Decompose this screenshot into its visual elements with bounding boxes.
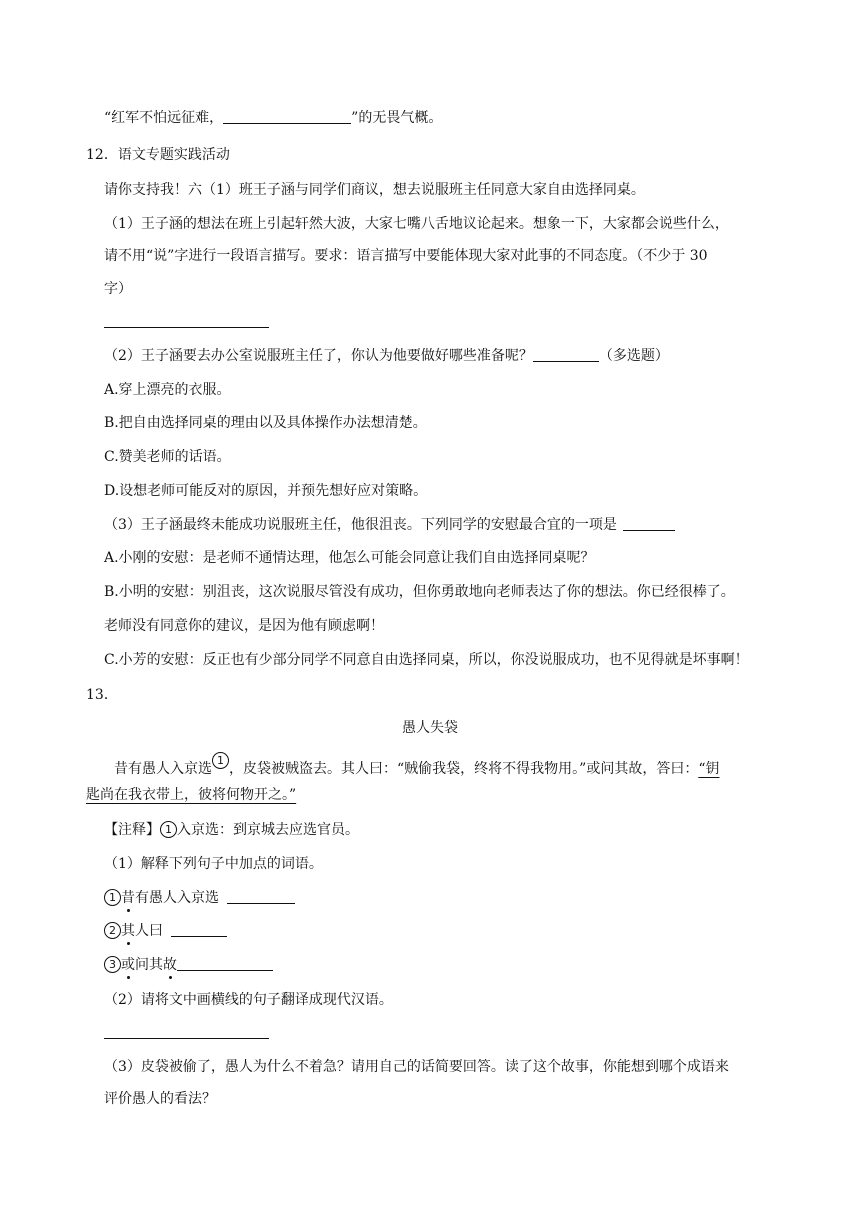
q12-number: 12． xyxy=(86,147,118,163)
q12-title: 语文专题实践活动 xyxy=(117,147,230,163)
q12-p3-option-b-line2: 老师没有同意你的建议，是因为他有顾虑啊！ xyxy=(104,618,384,634)
q12-p3-option-c: C.小芳的安慰：反正也有少部分同学不同意自由选择同桌，所以，你没说服成功，也不见得就是坏事啊！ xyxy=(104,652,749,668)
q11-answer-blank[interactable] xyxy=(223,109,351,124)
q12-p2-option-d: D.设想老师可能反对的原因，并预先想好应对策略。 xyxy=(104,483,428,499)
q12-p2-question xyxy=(104,346,669,366)
q12-p3-option-a: A.小刚的安慰：是老师不通情达理，他怎么可能会同意让我们自由选择同桌呢？ xyxy=(104,550,595,566)
q13-passage-part-b: ，皮袋被贼盗去。其人曰：“贼偷我袋，终将不得我物用。”或问其故，答曰： xyxy=(229,761,699,777)
q13-passage-line1 xyxy=(114,752,719,779)
item-text: 问其 xyxy=(135,957,163,973)
q13-p2-answer-line[interactable] xyxy=(104,1038,269,1039)
q12-heading xyxy=(86,145,230,165)
q12-p3-text: （3）王子涵最终未能成功说服班主任，他很沮丧。下列同学的安慰最合宜的一项是 xyxy=(104,517,617,533)
footnote-marker-1 xyxy=(212,754,229,768)
q13-p3-line1: （3）皮袋被偷了，愚人为什么不着急？请用自己的话简要回答。读了这个故事，你能想到哪个成语来 xyxy=(104,1059,729,1075)
q13-number: 13． xyxy=(86,687,118,703)
q13-p1-item-1 xyxy=(104,888,295,908)
q13-passage-part-a: 昔有愚人入京选 xyxy=(114,761,212,777)
dotted-word: 其 xyxy=(121,923,135,939)
footnote-circle: 1 xyxy=(212,752,229,769)
q13-p3-line2: 评价愚人的看法？ xyxy=(104,1091,216,1107)
dotted-word: 昔 xyxy=(121,890,135,906)
q12-p2-option-c: C.赞美老师的话语。 xyxy=(104,449,231,465)
q12-p3-answer-blank[interactable] xyxy=(623,516,675,531)
note-circle-1: 1 xyxy=(160,821,177,838)
q12-p2-answer-blank[interactable] xyxy=(533,347,599,362)
q11-text-after: ”的无畏气概。 xyxy=(351,110,443,126)
q13-underlined-sentence-start: “钥 xyxy=(698,761,720,777)
note-label: 【注释】 xyxy=(104,822,160,838)
q12-p2-text: （2）王子涵要去办公室说服班主任了，你认为他要做好哪些准备呢？ xyxy=(104,348,533,364)
q12-p3-option-b-line1: B.小明的安慰：别沮丧，这次说服尽管没有成功，但你勇敢地向老师表达了你的想法。你已经很棒了。 xyxy=(104,584,735,600)
q12-p1-answer-line[interactable] xyxy=(104,327,269,328)
item-circle-3: 3 xyxy=(104,956,121,973)
q12-p1-line1: （1）王子涵的想法在班上引起轩然大波，大家七嘴八舌地议论起来。想象一下，大家都会说些什么， xyxy=(104,216,729,232)
q13-note xyxy=(104,820,359,840)
item-3-answer-blank[interactable] xyxy=(177,956,273,971)
item-circle-1: 1 xyxy=(104,889,121,906)
item-text: 有愚人入京选 xyxy=(135,890,219,906)
q13-p2-question: （2）请将文中画横线的句子翻译成现代汉语。 xyxy=(104,992,393,1008)
item-2-answer-blank[interactable] xyxy=(171,922,227,937)
q12-intro: 请你支持我！六（1）班王子涵与同学们商议，想去说服班主任同意大家自由选择同桌。 xyxy=(104,182,645,198)
q13-passage-line2 xyxy=(86,785,296,805)
dotted-word-2: 故 xyxy=(163,957,177,973)
q12-p2-type: （多选题） xyxy=(598,348,669,364)
q13-passage-title: 愚人失袋 xyxy=(402,720,458,736)
dotted-word: 或 xyxy=(121,957,135,973)
note-text: 入京选：到京城去应选官员。 xyxy=(177,822,359,838)
q13-p1-question: （1）解释下列句子中加点的词语。 xyxy=(104,856,323,872)
item-text: 人曰 xyxy=(135,923,163,939)
q12-p3-question xyxy=(104,515,675,535)
item-circle-2: 2 xyxy=(104,922,121,939)
item-1-answer-blank[interactable] xyxy=(227,889,295,904)
q11-text-before: “红军不怕远征难， xyxy=(104,110,224,126)
q13-p1-item-2 xyxy=(104,921,227,941)
q12-p2-option-b: B.把自由选择同桌的理由以及具体操作办法想清楚。 xyxy=(104,415,427,431)
q12-p2-option-a: A.穿上漂亮的衣服。 xyxy=(104,382,231,398)
q13-underlined-sentence-end: 匙尚在我衣带上，彼将何物开之。” xyxy=(86,787,297,803)
q12-p1-line3: 字） xyxy=(104,281,132,297)
q11-continuation xyxy=(104,108,442,128)
q12-p1-line2: 请不用“说”字进行一段语言描写。要求：语言描写中要能体现大家对此事的不同态度。（不少于 30 xyxy=(104,248,708,264)
q13-p1-item-3 xyxy=(104,955,273,975)
